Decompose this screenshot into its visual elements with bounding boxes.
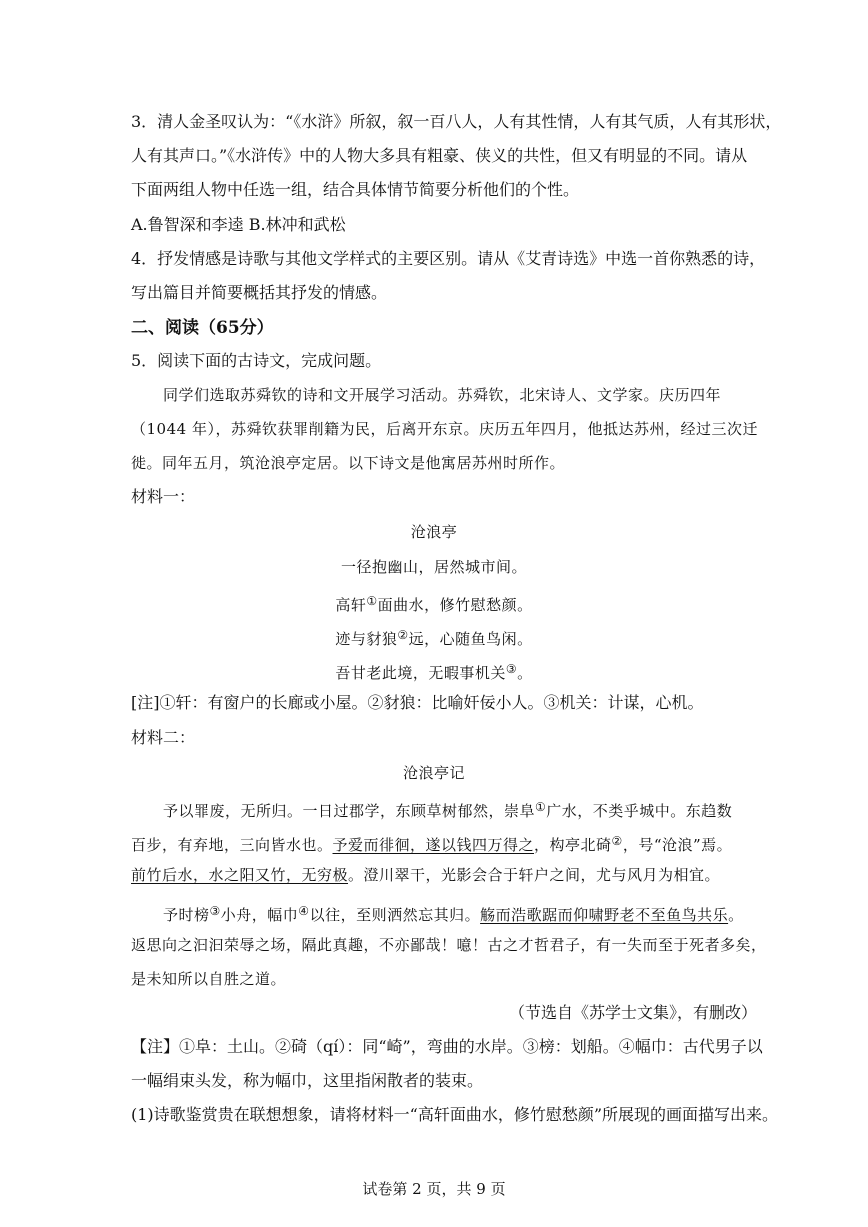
poem-line-1: 一径抱幽山，居然城市间。 — [340, 558, 527, 576]
material-2-note-line-1: 【注】①阜：土山。②碕（qí）：同“崎”，弯曲的水岸。③榜：划船。④幅巾：古代男子以 — [131, 1037, 763, 1056]
footnote-marker-2: ② — [397, 628, 409, 642]
subquestion-1: (1)诗歌鉴赏贵在联想想象，请将材料一“高轩面曲水，修竹慰愁颜”所展现的画面描写出来。 — [131, 1105, 779, 1124]
q5-intro-line-3: 徙。同年五月，筑沧浪亭定居。以下诗文是他寓居苏州时所作。 — [131, 454, 566, 472]
q4-line-2: 写出篇目并简要概括其抒发的情感。 — [131, 283, 388, 302]
prose-line-3-part-b: 。澄川翠干，光影会合于轩户之间，尤与风月为相宜。 — [348, 866, 721, 884]
poem-line-2-part-a: 高轩 — [335, 596, 367, 614]
underlined-sentence-2: 前竹后水，水之阳又竹，无穷极 — [131, 866, 349, 884]
prose-line-2-part-b: ，构亭北碕 — [534, 836, 612, 854]
q4-line-1: 4．抒发情感是诗歌与其他文学样式的主要区别。请从《艾青诗选》中选一首你熟悉的诗， — [131, 249, 766, 268]
prose-line-5: 返思向之汩汩荣辱之场，隔此真趣，不亦鄙哉！噫！古之才哲君子，有一失而至于死者多矣， — [131, 936, 767, 954]
prose-line-4 — [163, 900, 744, 926]
prose-line-2-part-c: ，号“沧浪”焉。 — [622, 836, 733, 854]
prose-line-2 — [131, 830, 732, 856]
poem-line-2-part-b: 面曲水，修竹慰愁颜。 — [377, 596, 533, 614]
footnote-marker-2: ② — [611, 834, 623, 848]
prose-line-4-part-a: 予时榜 — [163, 906, 210, 924]
prose-line-4-part-b: 小舟，幅巾 — [220, 906, 299, 924]
prose-line-3 — [131, 864, 720, 886]
prose-title: 沧浪亭记 — [402, 764, 465, 782]
section-title-reading: 二、阅读（65分） — [131, 318, 274, 338]
material-1-note: [注]①轩：有窗户的长廊或小屋。②豺狼：比喻奸佞小人。③机关：计谋，心机。 — [131, 693, 704, 712]
poem-line-4 — [0, 658, 868, 684]
poem-title: 沧浪亭 — [410, 523, 458, 541]
poem-line-3 — [0, 624, 868, 650]
prose-line-4-part-d: 。 — [728, 906, 744, 924]
prose-line-2-part-a: 百步，有弃地，三向皆水也。 — [131, 836, 333, 854]
poem-line-4-part-a: 吾甘老此境，无暇事机关 — [335, 664, 506, 682]
prose-line-6: 是未知所以自胜之道。 — [131, 970, 287, 988]
page-footer: 试卷第 2 页，共 9 页 — [362, 1180, 506, 1198]
footnote-marker-4: ④ — [298, 904, 310, 918]
prose-line-1-part-a: 予以罪废，无所归。一日过郡学，东顾草树郁然，崇阜 — [163, 802, 536, 820]
q3-line-1: 3．清人金圣叹认为：“《水浒》所叙，叙一百八人，人有其性情，人有其气质，人有其形状， — [131, 112, 782, 131]
poem-line-2 — [0, 590, 868, 616]
material-1-label: 材料一： — [131, 487, 196, 506]
q3-options: A.鲁智深和李逵 B.林冲和武松 — [131, 215, 346, 234]
q5-intro-line-1: 同学们选取苏舜钦的诗和文开展学习活动。苏舜钦，北宋诗人、文学家。庆历四年 — [163, 386, 722, 404]
material-2-label: 材料二： — [131, 728, 196, 747]
prose-line-1-part-b: 广水，不类乎城中。东趋数 — [546, 802, 733, 820]
footnote-marker-3: ③ — [505, 662, 518, 676]
prose-source: （节选自《苏学士文集》，有删改） — [509, 1003, 758, 1022]
prose-line-4-part-c: 以往，至则洒然忘其归。 — [309, 906, 481, 924]
prose-line-1 — [163, 796, 732, 822]
underlined-sentence-3: 觞而浩歌踞而仰啸野老不至鱼鸟共乐 — [480, 906, 729, 924]
q5-intro-line-2: （1044 年），苏舜钦获罪削籍为民，后离开东京。庆历五年四月，他抵达苏州，经过三次迁 — [131, 420, 758, 438]
q3-line-3: 下面两组人物中任选一组，结合具体情节简要分析他们的个性。 — [131, 180, 580, 199]
footnote-marker-3: ③ — [209, 904, 221, 918]
q3-line-2: 人有其声口。”《水浒传》中的人物大多具有粗豪、侠义的共性，但又有明显的不同。请从 — [131, 146, 748, 165]
footnote-marker-1: ① — [535, 800, 547, 814]
poem-line-4-part-b: 。 — [517, 664, 533, 682]
q5-prompt: 5．阅读下面的古诗文，完成问题。 — [131, 351, 382, 370]
poem-line-3-part-b: 远，心随鱼鸟闲。 — [408, 630, 533, 648]
material-2-note-line-2: 一幅绢束头发，称为幅巾，这里指闲散者的装束。 — [131, 1071, 484, 1090]
footnote-marker-1: ① — [366, 594, 378, 608]
underlined-sentence-1: 予爱而徘徊，遂以钱四万得之 — [332, 836, 535, 854]
poem-line-3-part-a: 迹与豺狼 — [335, 630, 398, 648]
